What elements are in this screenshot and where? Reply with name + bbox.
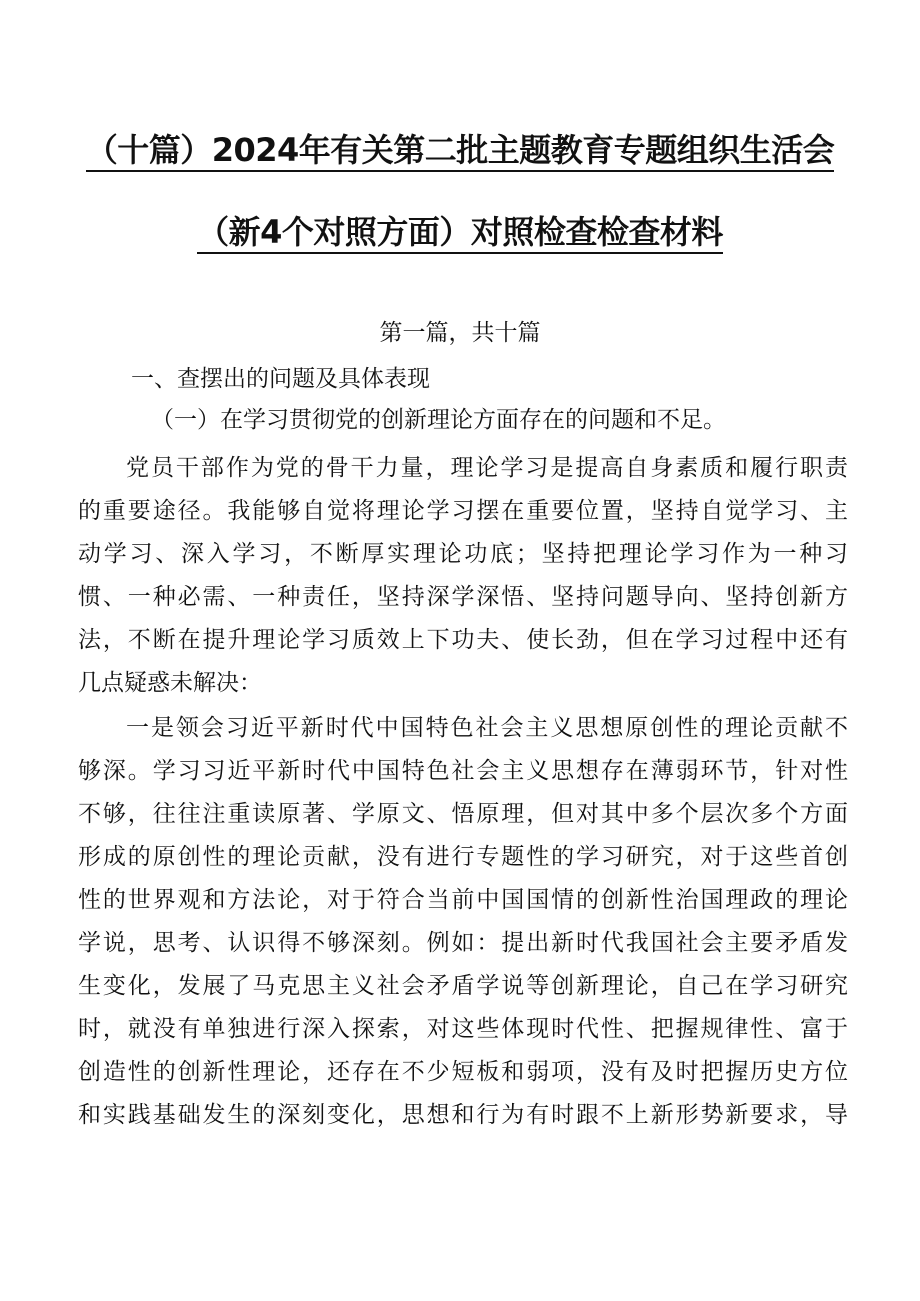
subsection-heading: （一）在学习贯彻党的创新理论方面存在的问题和不足。: [151, 407, 726, 433]
paragraph-line: 惯、一种必需、一种责任，坚持深学深悟、坚持问题导向、坚持创新方: [78, 584, 848, 610]
paragraph-line: 几点疑惑未解决：: [78, 670, 262, 696]
paragraph-line: 学说，思考、认识得不够深刻。例如：提出新时代我国社会主要矛盾发: [78, 930, 848, 956]
paragraph-line: 生变化，发展了马克思主义社会矛盾学说等创新理论，自己在学习研究: [78, 973, 848, 999]
paragraph-line: 不够，往往注重读原著、学原文、悟原理，但对其中多个层次多个方面: [78, 801, 848, 827]
paragraph-line: 党员干部作为党的骨干力量，理论学习是提高自身素质和履行职责: [126, 455, 848, 481]
title-text-1: （十篇）2024年有关第二批主题教育专题组织生活会: [86, 131, 835, 172]
paragraph-2: [78, 707, 848, 1137]
title-text-2: （新4个对照方面）对照检查检查材料: [197, 213, 723, 254]
document-title-line-1: [0, 130, 920, 170]
paragraph-line: 够深。学习习近平新时代中国特色社会主义思想存在薄弱环节，针对性: [78, 758, 848, 784]
paragraph-1: [78, 447, 848, 705]
paragraph-line: 的重要途径。我能够自觉将理论学习摆在重要位置，坚持自觉学习、主: [78, 498, 848, 524]
paragraph-line: 形成的原创性的理论贡献，没有进行专题性的学习研究，对于这些首创: [78, 844, 848, 870]
paragraph-line: 动学习、深入学习，不断厚实理论功底；坚持把理论学习作为一种习: [78, 541, 848, 567]
document-title-line-2: [0, 212, 920, 252]
chapter-label: 第一篇，共十篇: [379, 320, 541, 346]
section-heading: 一、查摆出的问题及具体表现: [131, 366, 430, 392]
paragraph-line: 一是领会习近平新时代中国特色社会主义思想原创性的理论贡献不: [126, 715, 848, 741]
paragraph-line: 时，就没有单独进行深入探索，对这些体现时代性、把握规律性、富于: [78, 1016, 848, 1042]
paragraph-line: 和实践基础发生的深刻变化，思想和行为有时跟不上新形势新要求，导: [78, 1102, 848, 1128]
paragraph-line: 法，不断在提升理论学习质效上下功夫、使长劲，但在学习过程中还有: [78, 627, 848, 653]
paragraph-line: 创造性的创新性理论，还存在不少短板和弱项，没有及时把握历史方位: [78, 1059, 848, 1085]
paragraph-line: 性的世界观和方法论，对于符合当前中国国情的创新性治国理政的理论: [78, 887, 848, 913]
